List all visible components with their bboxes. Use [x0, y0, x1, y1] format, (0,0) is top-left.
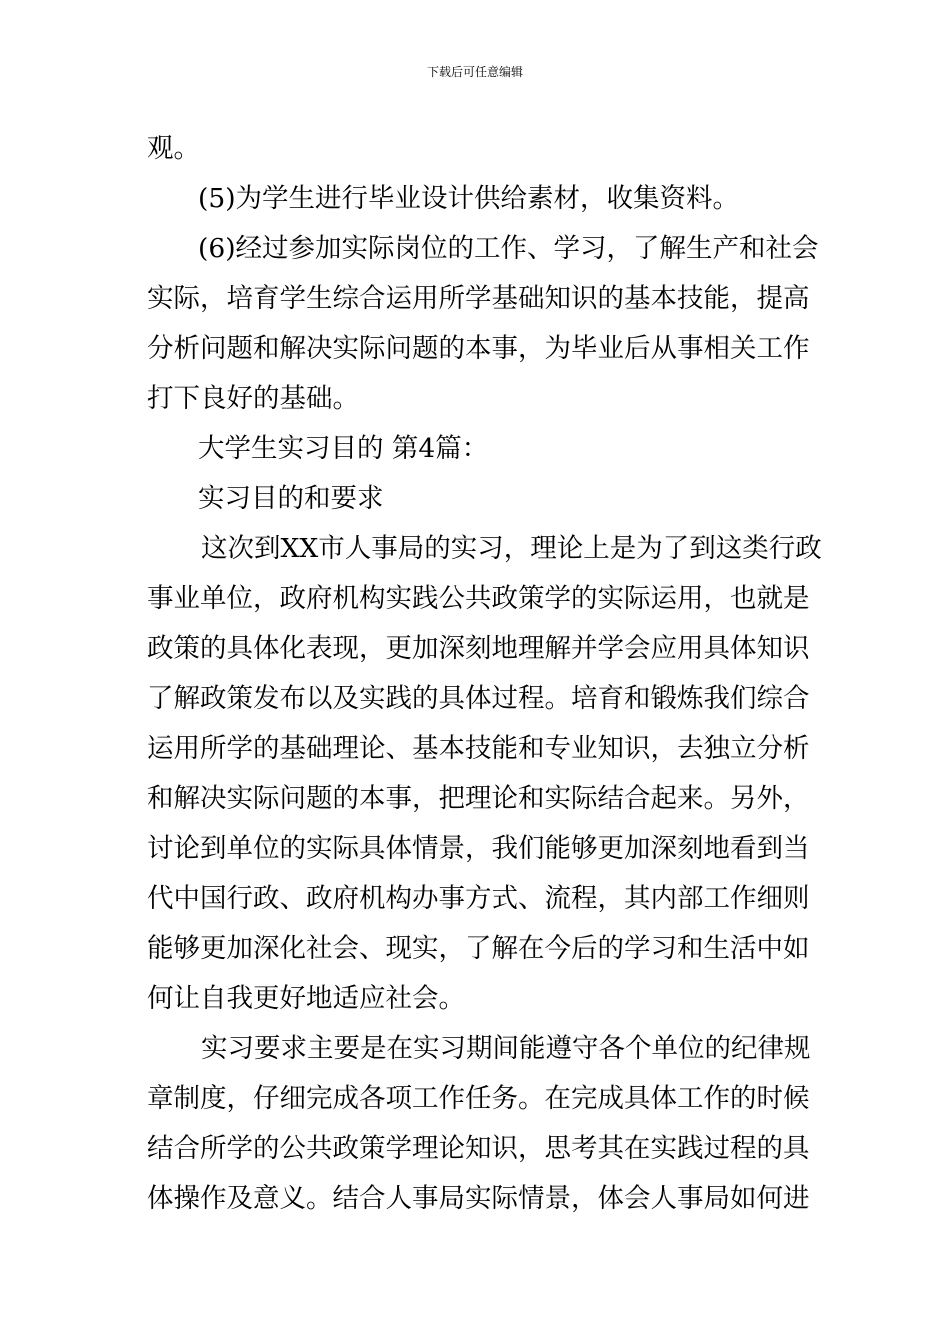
section-subheading: 实习目的和要求 — [198, 483, 384, 514]
text-line: 章制度，仔细完成各项工作任务。在完成具体工作的时候 — [147, 1083, 810, 1114]
text-line: 这次到XX市人事局的实习，理论上是为了到这类行政 — [201, 533, 822, 564]
text-line: 和解决实际问题的本事，把理论和实际结合起来。另外， — [147, 783, 810, 814]
text-line: 能够更加深化社会、现实，了解在今后的学习和生活中如 — [147, 933, 810, 964]
text-line: 实际，培育学生综合运用所学基础知识的基本技能，提高 — [147, 283, 810, 314]
text-line: 观。 — [147, 133, 200, 164]
text-line: 政策的具体化表现，更加深刻地理解并学会应用具体知识 — [147, 633, 810, 664]
text-line: 讨论到单位的实际具体情景，我们能够更加深刻地看到当 — [147, 833, 810, 864]
text-line: 体操作及意义。结合人事局实际情景，体会人事局如何进 — [147, 1183, 810, 1214]
page-header: 下载后可任意编辑 — [426, 65, 523, 79]
text-line: 了解政策发布以及实践的具体过程。培育和锻炼我们综合 — [147, 683, 810, 714]
section-heading: 大学生实习目的 第4篇： — [198, 433, 489, 464]
text-line: 实习要求主要是在实习期间能遵守各个单位的纪律规 — [201, 1033, 811, 1064]
text-line: 分析问题和解决实际问题的本事，为毕业后从事相关工作 — [147, 333, 810, 364]
text-line: (5)为学生进行毕业设计供给素材，收集资料。 — [198, 183, 740, 214]
text-line: 打下良好的基础。 — [147, 383, 359, 414]
text-line: 运用所学的基础理论、基本技能和专业知识，去独立分析 — [147, 733, 810, 764]
text-line: 何让自我更好地适应社会。 — [147, 983, 465, 1014]
text-line: 结合所学的公共政策学理论知识，思考其在实践过程的具 — [147, 1133, 810, 1164]
text-line: (6)经过参加实际岗位的工作、学习，了解生产和社会 — [198, 233, 819, 264]
text-line: 代中国行政、政府机构办事方式、流程，其内部工作细则 — [147, 883, 810, 914]
text-line: 事业单位，政府机构实践公共政策学的实际运用，也就是 — [147, 583, 810, 614]
